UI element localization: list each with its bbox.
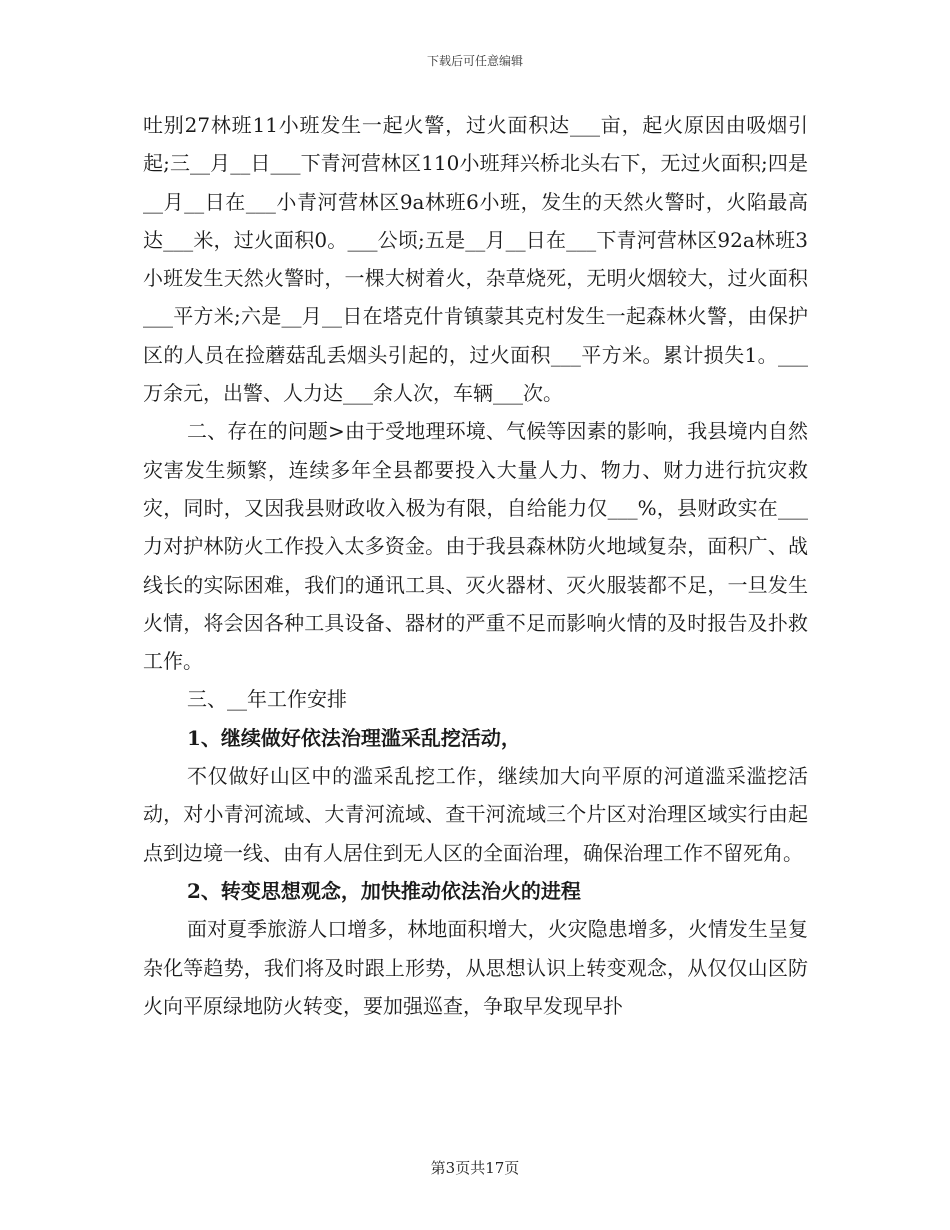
section-heading-work-plan: 三、__年工作安排 [187,687,347,712]
page-header-note: 下载后可任意编辑 [426,54,523,68]
subheading-change-mindset: 2、转变思想观念，加快推动依法治火的进程 [187,878,581,903]
document-body [143,106,808,1025]
paragraph-fire-incidents: 吐别27林班11小班发生一起火警，过火面积达___亩，起火原因由吸烟引起;三__月__日___下青河营林区110小班拜兴桥北头右下，无过火面积;四是__月__日在___小青河营林区9a林班6小班，发生的天然火警时，火陷最高达___米，过火面积0。___公顷;五是__月__日在___下青河营林区92a林班3小班发生天然火警时，一棵大树着火，杂草烧死，无明火烟较大，过火面积___平方米;六是__月__日在塔克什肯镇蒙其克村发生一起森林火警，由保护区的人员在捡蘑菇乱丢烟头引起的，过火面积___平方米。累计损失1。___万余元，出警、人力达___余人次，车辆___次。 [143,113,808,406]
paragraph-illegal-mining: 不仅做好山区中的滥采乱挖工作，继续加大向平原的河道滥采滥挖活动，对小青河流域、大青河流域、查干河流域三个片区对治理区域实行由起点到边境一线、由有人居住到无人区的全面治理，确保治理工作不留死角。 [143,764,808,865]
page-number: 第3页共17页 [430,1159,520,1177]
paragraph-change-mindset: 面对夏季旅游人口增多，林地面积增大，火灾隐患增多，火情发生呈复杂化等趋势，我们将及时跟上形势，从思想认识上转变观念，从仅仅山区防火向平原绿地防火转变，要加强巡查，争取早发现早扑 [143,917,808,1018]
paragraph-existing-problems: 二、存在的问题>由于受地理环境、气候等因素的影响，我县境内自然灾害发生频繁，连续多年全县都要投入大量人力、物力、财力进行抗灾救灾，同时，又因我县财政收入极为有限，自给能力仅___%，县财政实在___力对护林防火工作投入太多资金。由于我县森林防火地域复杂，面积广、战线长的实际困难，我们的通讯工具、灭火器材、灭火服装都不足，一旦发生火情，将会因各种工具设备、器材的严重不足而影响火情的及时报告及扑救工作。 [143,419,808,674]
subheading-illegal-mining: 1、继续做好依法治理滥采乱挖活动， [187,725,521,750]
